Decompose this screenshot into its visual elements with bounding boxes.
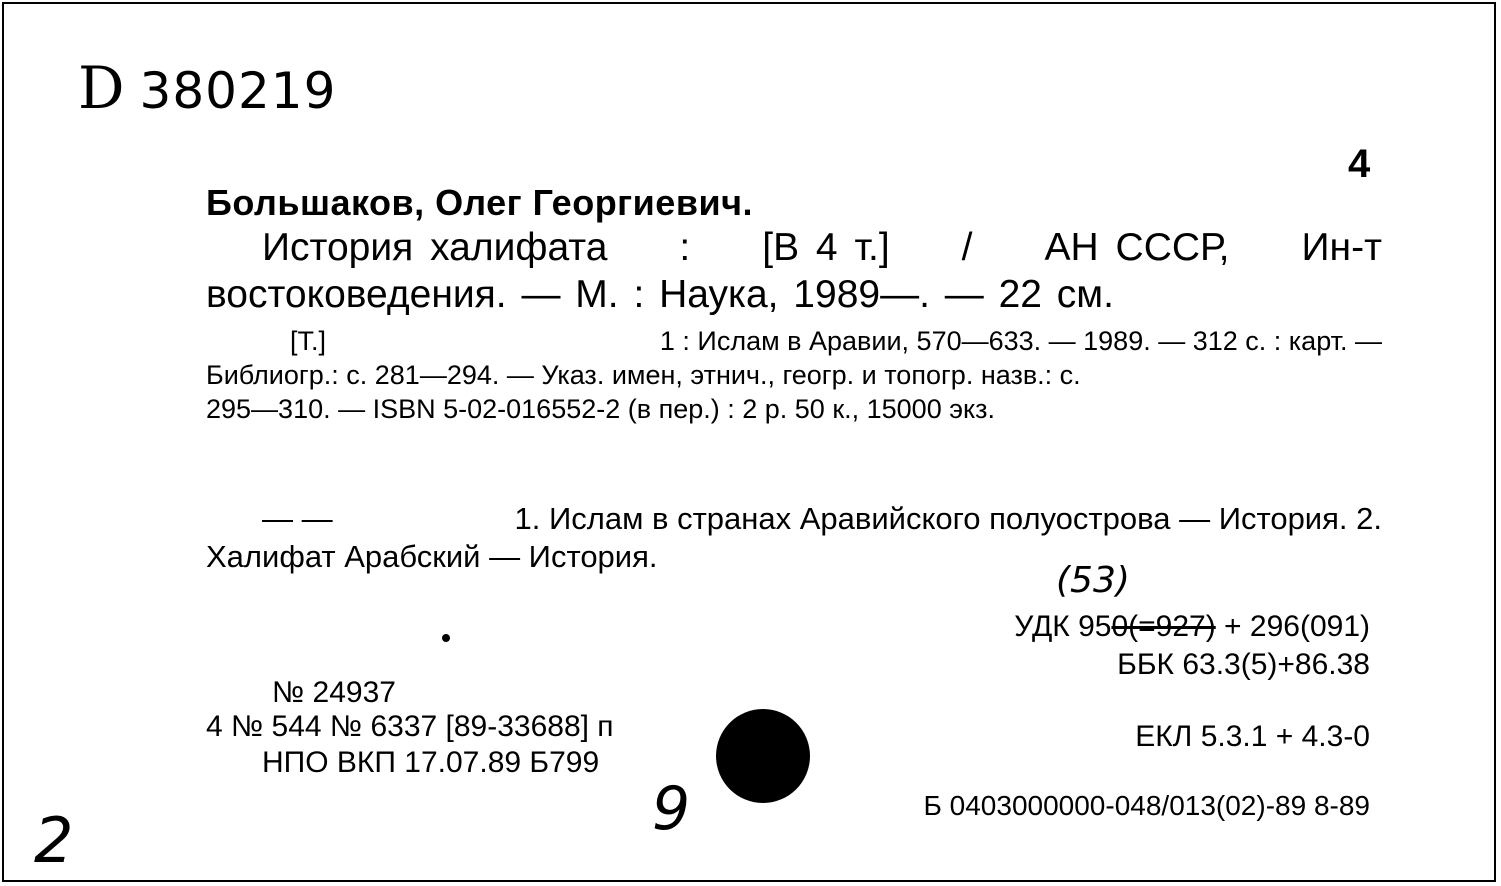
handwritten-correction: (53) — [1056, 560, 1130, 601]
punch-hole — [716, 709, 810, 803]
title-part: : — [679, 226, 691, 269]
udk-suffix: + 296(091) — [1215, 610, 1370, 643]
subject-dashes: — — — [262, 501, 333, 536]
catalog-card — [2, 2, 1496, 882]
title-part: [В 4 т.] — [762, 226, 890, 269]
description-block — [206, 324, 1382, 426]
handwritten-number: 380219 — [139, 62, 337, 120]
handwritten-mark-2: 2 — [34, 804, 74, 877]
small-dot — [442, 634, 450, 642]
description-line-2: Библиогр.: с. 281—294. — Указ. имен, этнич., геогр. и топогр. назв.: с. — [206, 360, 1081, 390]
print-info-line-2: НПО ВКП 17.07.89 Б799 — [262, 746, 600, 779]
udk-classification — [1014, 610, 1370, 644]
title-part: АН СССР, — [1044, 226, 1230, 269]
bbk-classification: ББК 63.3(5)+86.38 — [1117, 648, 1370, 681]
title-line-2: востоковедения. — М. : Наука, 1989—. — 22 см. — [206, 273, 1114, 316]
title-part: Ин-т — [1301, 226, 1382, 269]
handwritten-prefix: D — [78, 54, 126, 122]
volume-description: 1 : Ислам в Аравии, 570—633. — 1989. — 312 с. : карт. — — [659, 326, 1382, 356]
udk-struck-part: 0(=927) — [1111, 610, 1216, 643]
description-line-1 — [206, 324, 1382, 358]
title-part: / — [961, 226, 973, 269]
author-heading: Большаков, Олег Георгиевич. — [206, 182, 753, 223]
print-info-line-1: 4 № 544 № 6337 [89-33688] п — [206, 710, 614, 743]
subject-text: 1. Ислам в странах Аравийского полуострова — История. 2. — [514, 501, 1382, 536]
description-line-3: 295—310. — ISBN 5-02-016552-2 (в пер.) : 2 р. 50 к., 15000 экз. — [206, 394, 995, 424]
title-line-1 — [206, 224, 1382, 271]
b-code: Б 0403000000-048/013(02)-89 8-89 — [923, 790, 1370, 821]
ekl-classification: ЕКЛ 5.3.1 + 4.3-0 — [1135, 720, 1370, 753]
volume-marker: [Т.] — [290, 326, 327, 356]
subject-headings — [206, 500, 1382, 576]
registration-number: № 24937 — [272, 676, 396, 709]
subjects-line-1 — [206, 500, 1382, 538]
title-part: История халифата — [262, 226, 608, 269]
volume-count: 4 — [1348, 142, 1371, 186]
handwritten-catalog-id — [78, 54, 336, 122]
title-block — [206, 224, 1382, 318]
subjects-line-2: Халифат Арабский — История. — [206, 539, 658, 574]
udk-prefix: УДК 95 — [1014, 610, 1112, 643]
handwritten-mark-9: 9 — [652, 774, 691, 844]
